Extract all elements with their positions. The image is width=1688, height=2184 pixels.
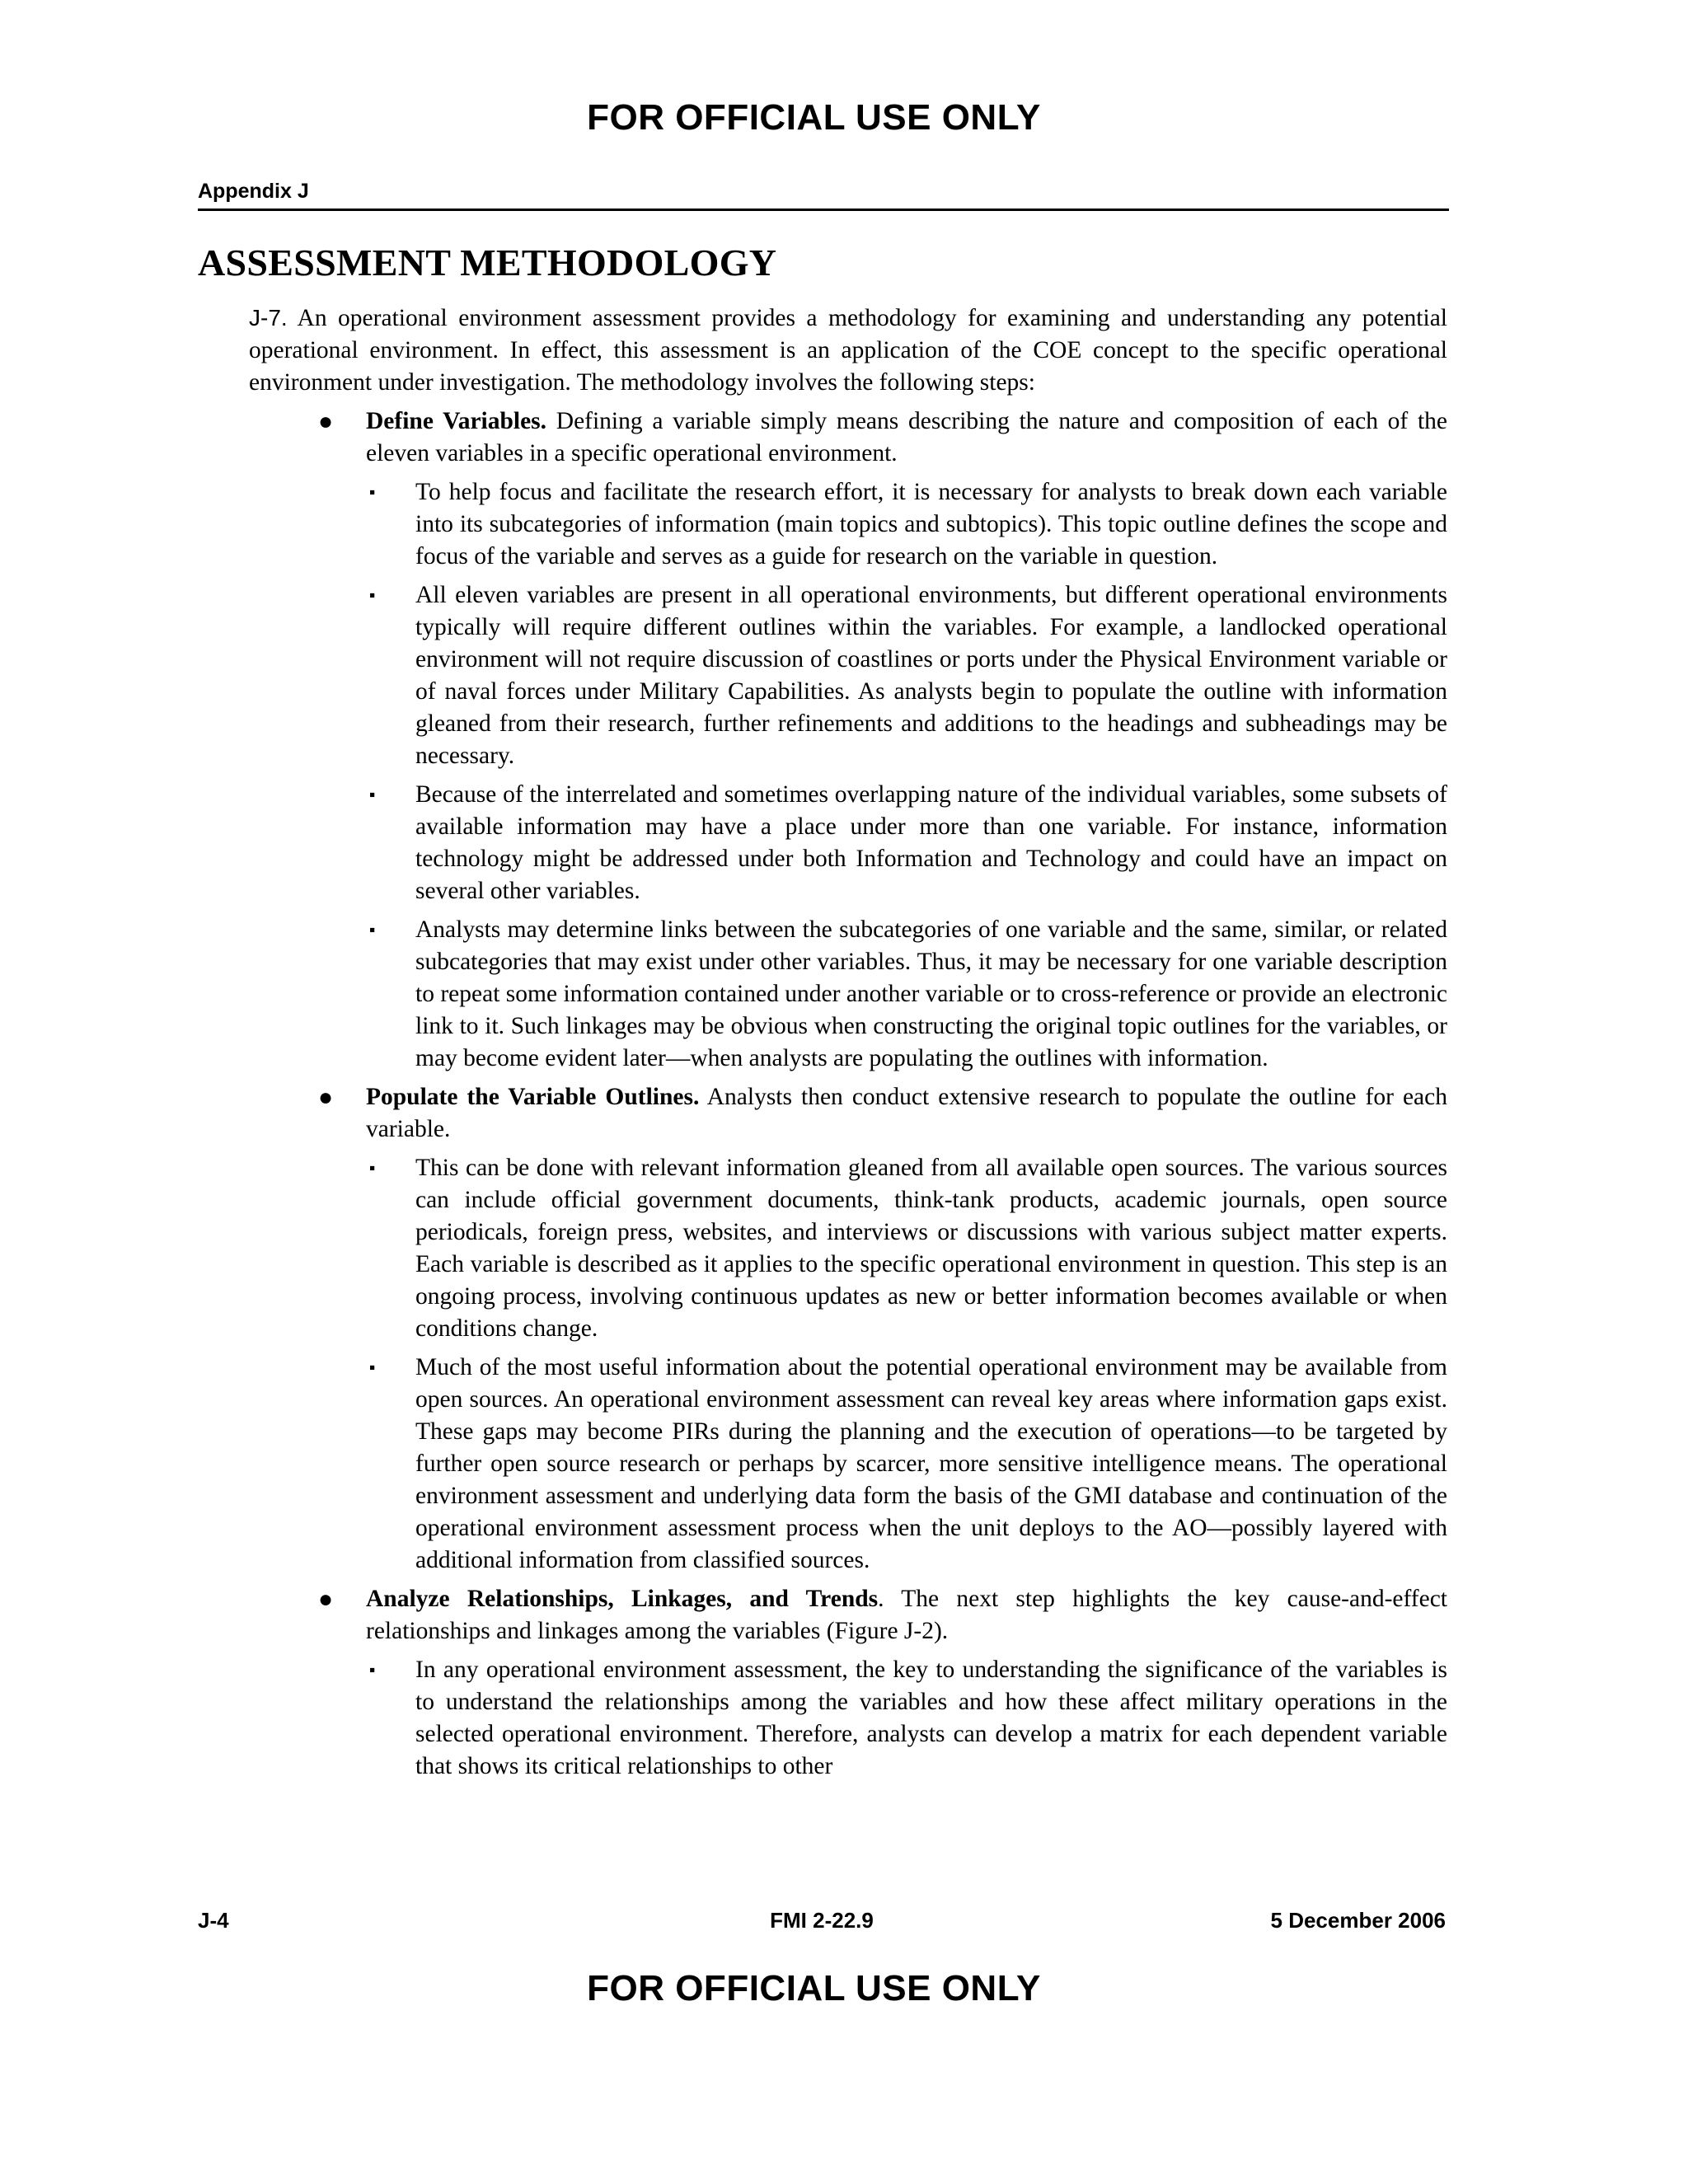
intro-text: An operational environment assessment provides a methodology for examining and understanding any potential operational environment. In effect, this assessment is an application of the COE concept to the specific operational environment under investigation. The methodology involves the following steps: xyxy=(249,305,1447,396)
body-content xyxy=(249,302,1447,1783)
sub-text: This can be done with relevant information gleaned from all available open sources. The various sources can include official government documents, think-tank products, academic journals, open source periodicals, foreign press, websites, and interviews or discussions with various subject matter experts. Each variable is described as it applies to the specific operational environment in question. This step is an ongoing process, involving continuous updates as new or better information becomes available or when conditions change. xyxy=(415,1155,1447,1342)
sub-text: All eleven variables are present in all operational environments, but different operational environments typically will require different outlines within the variables. For example, a landlocked operational environment will not require discussion of coastlines or ports under the Physical Environment variable or of naval forces under Military Capabilities. As analysts begin to populate the outline with information gleaned from their research, further refinements and additions to the headings and subheadings may be necessary. xyxy=(415,582,1447,769)
square-bullet: ▪ xyxy=(369,585,376,605)
sub-text: Much of the most useful information about the potential operational environment may be available from open sources. An operational environment assessment can reveal key areas where information gaps exist. These gaps may become PIRs during the planning and the execution of operations—to be targeted by further open source research or perhaps by scarcer, more sensitive intelligence means. The operational environment assessment and underlying data form the basis of the GMI database and continuation of the operational environment assessment process when the unit deploys to the AO—possibly layered with additional information from classified sources. xyxy=(415,1354,1447,1573)
square-bullet: ▪ xyxy=(369,920,376,940)
sub-item xyxy=(369,779,1447,907)
steps-list xyxy=(249,405,1447,1783)
footer-publication: FMI 2-22.9 xyxy=(770,1908,874,1933)
sub-text: Analysts may determine links between the subcategories of one variable and the same, similar, or related subcategories that may exist under other variables. Thus, it may be necessary for one variable description to repeat some information contained under another variable or to cross-reference or provide an electronic link to it. Such linkages may be obvious when constructing the original topic outlines for the variables, or may become evident later—when analysts are populating the outlines with information. xyxy=(415,916,1447,1071)
step-analyze-relationships xyxy=(318,1583,1447,1783)
sub-list xyxy=(366,1654,1447,1783)
square-bullet: ▪ xyxy=(369,1158,376,1178)
square-bullet: ▪ xyxy=(369,785,376,804)
header-rule xyxy=(198,209,1449,211)
paragraph-number: J-7. xyxy=(249,305,288,330)
bullet-dot: ● xyxy=(318,1586,334,1613)
sub-text: To help focus and facilitate the research effort, it is necessary for analysts to break down each variable into its subcategories of information (main topics and subtopics). This topic outline defines the scope and focus of the variable and serves as a guide for research on the variable in question. xyxy=(415,479,1447,569)
sub-text: In any operational environment assessment, the key to understanding the significance of the variables is to understand the relationships among the variables and how these affect military operations in the selected operational environment. Therefore, analysts can develop a matrix for each dependent variable that shows its critical relationships to other xyxy=(415,1657,1447,1779)
footer-date: 5 December 2006 xyxy=(1270,1908,1446,1933)
sub-item xyxy=(369,1352,1447,1577)
square-bullet: ▪ xyxy=(369,1660,376,1680)
classification-marking-top: FOR OFFICIAL USE ONLY xyxy=(587,97,1041,138)
bullet-dot: ● xyxy=(318,408,334,435)
step-text: . The next step highlights the key cause-and-effect relationships and linkages among the variables (Figure J-2). xyxy=(366,1586,1447,1644)
section-title: ASSESSMENT METHODOLOGY xyxy=(198,241,777,284)
square-bullet: ▪ xyxy=(369,1357,376,1377)
sub-list xyxy=(366,476,1447,1075)
step-lead: Define Variables. xyxy=(366,408,547,434)
step-populate-outlines xyxy=(318,1081,1447,1577)
square-bullet: ▪ xyxy=(369,482,376,502)
sub-item xyxy=(369,1654,1447,1783)
sub-item xyxy=(369,914,1447,1075)
footer-page-number: J-4 xyxy=(198,1908,229,1933)
intro-paragraph xyxy=(249,302,1447,399)
step-lead: Analyze Relationships, Linkages, and Trends xyxy=(366,1586,879,1612)
sub-item xyxy=(369,476,1447,573)
sub-list xyxy=(366,1152,1447,1577)
step-text: Defining a variable simply means describing the nature and composition of each of the eleven variables in a specific operational environment. xyxy=(366,408,1447,466)
bullet-dot: ● xyxy=(318,1084,334,1111)
running-head: Appendix J xyxy=(198,180,309,203)
classification-marking-bottom: FOR OFFICIAL USE ONLY xyxy=(587,1968,1041,2008)
step-define-variables xyxy=(318,405,1447,1075)
page-footer xyxy=(198,1908,1446,1941)
step-lead: Populate the Variable Outlines. xyxy=(366,1084,700,1110)
sub-text: Because of the interrelated and sometimes overlapping nature of the individual variables, some subsets of available information may have a place under more than one variable. For instance, information technology might be addressed under both Information and Technology and could have an impact on several other variables. xyxy=(415,781,1447,904)
sub-item xyxy=(369,579,1447,772)
step-text: Analysts then conduct extensive research to populate the outline for each variable. xyxy=(366,1084,1447,1142)
sub-item xyxy=(369,1152,1447,1345)
